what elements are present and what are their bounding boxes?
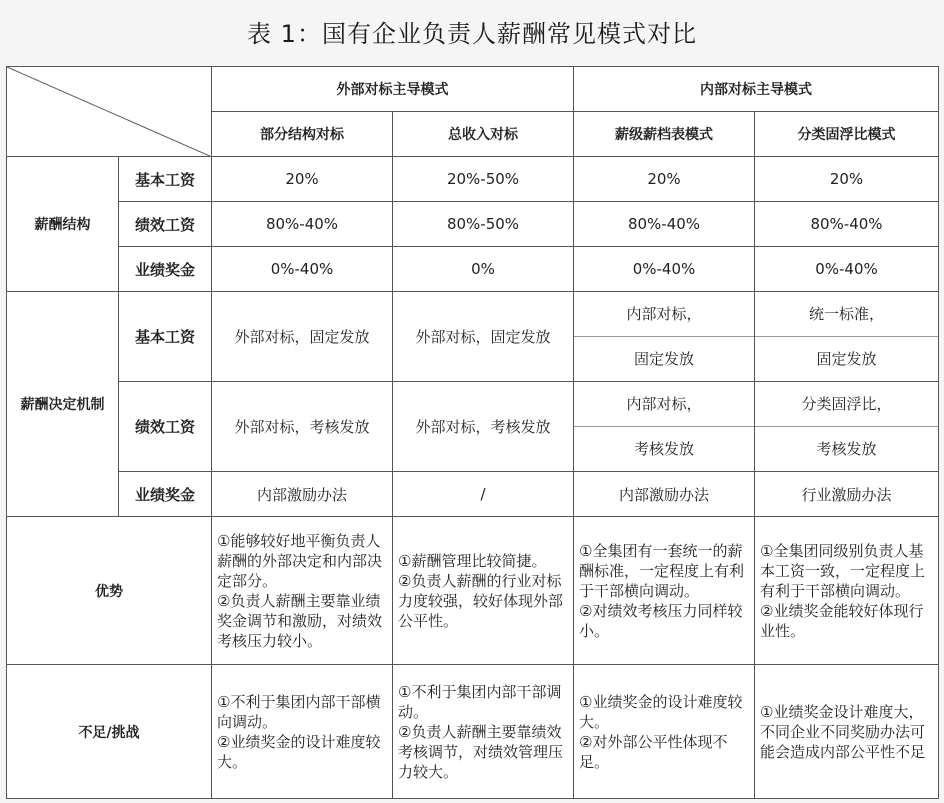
text-line: ②负责人薪酬主要靠业绩奖金调节和激励，对绩效考核压力较小。 [217, 591, 383, 650]
col-header: 总收入对标 [393, 112, 574, 157]
row-group-label: 薪酬结构 [7, 157, 119, 292]
cell-line: 考核发放 [816, 440, 877, 458]
table-cell-text [574, 665, 755, 799]
table-cell-split [755, 382, 939, 472]
cell-line: 内部对标， [574, 292, 754, 337]
table-cell: 20% [755, 157, 939, 202]
text-line: ①业绩奖金设计难度大，不同企业不同奖励办法可能会造成内部公平性不足 [760, 702, 926, 761]
cell-line: 分类固浮比， [755, 382, 938, 427]
table-cell-text [393, 517, 574, 665]
cell-line: 固定发放 [633, 350, 694, 368]
table-cell-text [755, 517, 939, 665]
table-cell: 20%-50% [393, 157, 574, 202]
row-group-label: 薪酬决定机制 [7, 292, 119, 517]
col-header: 部分结构对标 [212, 112, 393, 157]
table-cell: 外部对标，固定发放 [393, 292, 574, 382]
text-line: ①不利于集团内部干部横向调动。 [217, 692, 381, 731]
row-label: 绩效工资 [119, 202, 212, 247]
table-cell: 行业激励办法 [755, 472, 939, 517]
comparison-table [6, 66, 939, 799]
table-cell-split [574, 292, 755, 382]
table-cell: 外部对标，考核发放 [393, 382, 574, 472]
group-header-external: 外部对标主导模式 [212, 67, 574, 112]
corner-cell [7, 67, 212, 157]
table-cell: 80%-40% [574, 202, 755, 247]
row-label: 绩效工资 [119, 382, 212, 472]
table-cell: 外部对标，固定发放 [212, 292, 393, 382]
table-cell: 80%-40% [212, 202, 393, 247]
table-cell: 80%-50% [393, 202, 574, 247]
table-cell-text [574, 517, 755, 665]
table-cell-text [755, 665, 939, 799]
table-cell: / [393, 472, 574, 517]
row-group-label: 优势 [7, 517, 212, 665]
cell-line: 内部对标， [574, 382, 754, 427]
col-header: 薪级薪档表模式 [574, 112, 755, 157]
page-title: 表 1：国有企业负责人薪酬常见模式对比 [247, 20, 697, 48]
table-cell-text [212, 517, 393, 665]
text-line: ①业绩奖金的设计难度较大。 [579, 692, 743, 731]
text-line: ①全集团有一套统一的薪酬标准，一定程度上有利于干部横向调动。 [579, 541, 745, 600]
col-header: 分类固浮比模式 [755, 112, 939, 157]
text-line: ①全集团同级别负责人基本工资一致，一定程度上有利于干部横向调动。 [760, 541, 926, 600]
table-cell-split [755, 292, 939, 382]
table-cell: 0%-40% [755, 247, 939, 292]
text-line: ②业绩奖金的设计难度较大。 [217, 732, 381, 771]
text-line: ①薪酬管理比较简捷。 [398, 551, 547, 570]
table-cell: 20% [574, 157, 755, 202]
text-line: ①能够较好地平衡负责人薪酬的外部决定和内部决定部分。 [217, 531, 383, 590]
text-line: ②负责人薪酬主要靠绩效考核调节，对绩效管理压力较大。 [398, 722, 564, 781]
group-header-internal: 内部对标主导模式 [574, 67, 939, 112]
table-cell-text [393, 665, 574, 799]
diagonal-line [7, 67, 212, 157]
text-line: ①不利于集团内部干部调动。 [398, 682, 562, 721]
table-cell: 外部对标，考核发放 [212, 382, 393, 472]
table-cell: 0%-40% [574, 247, 755, 292]
table-cell: 0%-40% [212, 247, 393, 292]
row-label: 基本工资 [119, 157, 212, 202]
table-cell: 80%-40% [755, 202, 939, 247]
cell-line: 统一标准， [755, 292, 938, 337]
row-group-label: 不足/挑战 [7, 665, 212, 799]
row-label: 业绩奖金 [119, 247, 212, 292]
row-label: 基本工资 [119, 292, 212, 382]
cell-line: 考核发放 [633, 440, 694, 458]
text-line: ②业绩奖金能较好体现行业性。 [760, 601, 924, 640]
row-label: 业绩奖金 [119, 472, 212, 517]
table-cell: 内部激励办法 [212, 472, 393, 517]
table-cell: 0% [393, 247, 574, 292]
table-cell: 20% [212, 157, 393, 202]
cell-line: 固定发放 [816, 350, 877, 368]
table-cell: 内部激励办法 [574, 472, 755, 517]
table-cell-split [574, 382, 755, 472]
text-line: ②负责人薪酬的行业对标力度较强，较好体现外部公平性。 [398, 571, 564, 630]
text-line: ②对外部公平性体现不足。 [579, 732, 728, 771]
table-cell-text [212, 665, 393, 799]
text-line: ②对绩效考核压力同样较小。 [579, 601, 743, 640]
